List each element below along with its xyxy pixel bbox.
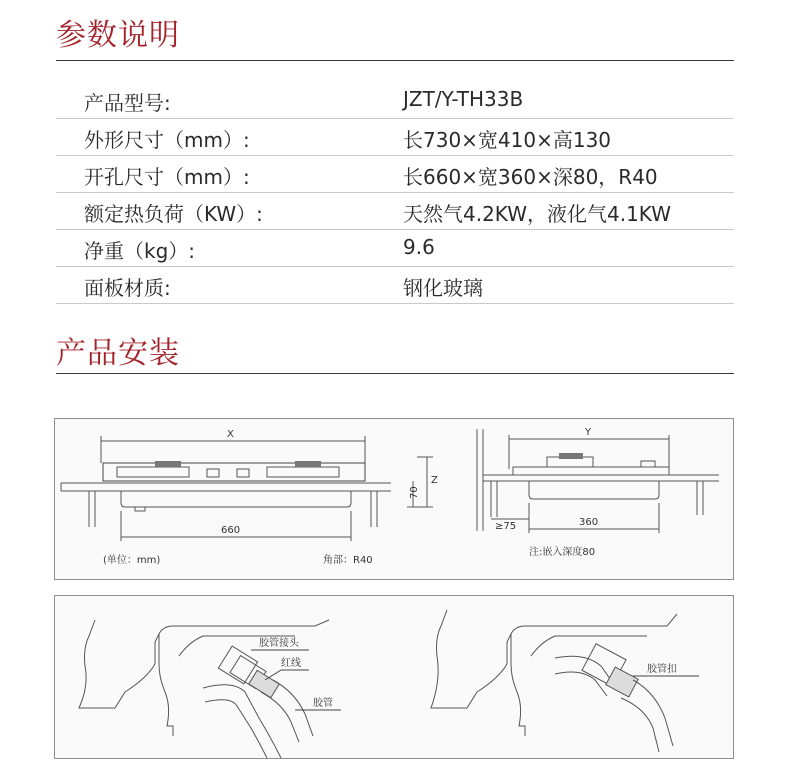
params-title: 参数说明 [56, 18, 180, 53]
x-dimension-label: X [227, 429, 234, 440]
hose-label: 胶管 [313, 698, 333, 709]
cutout-depth-360: 360 [579, 517, 599, 528]
red-line-label: 红线 [281, 658, 301, 669]
spec-value: JZT/Y-TH33B [403, 87, 524, 111]
spec-row-net-weight [56, 230, 734, 267]
spec-row-model [56, 82, 734, 119]
cutout-width-660: 660 [221, 525, 241, 536]
spec-row-outer-size [56, 119, 734, 156]
embed-depth-note: 注:嵌入深度80 [529, 547, 596, 558]
cutout-dimension-diagram [54, 418, 734, 580]
params-title-rule [56, 60, 734, 61]
spec-table [56, 82, 734, 304]
front-view [61, 429, 438, 566]
install-title-rule [56, 373, 734, 374]
spec-row-cutout-size [56, 156, 734, 193]
depth-70-label: 70 [409, 486, 420, 499]
spec-row-panel-material [56, 267, 734, 304]
side-view [477, 427, 719, 558]
spec-label: 面板材质: [84, 276, 171, 300]
spec-value: 长660×宽360×深80，R40 [403, 165, 658, 189]
spec-label: 开孔尺寸（mm）: [84, 165, 250, 189]
spec-value: 钢化玻璃 [403, 276, 483, 300]
spec-row-heat-load [56, 193, 734, 230]
spec-label: 额定热负荷（KW）: [84, 202, 263, 226]
corner-note: 角部：R40 [323, 555, 373, 566]
spec-label: 产品型号: [84, 91, 171, 115]
spec-value: 9.6 [403, 235, 435, 259]
spec-label: 净重（kg）: [84, 239, 196, 263]
y-dimension-label: Y [585, 427, 592, 438]
spec-value: 长730×宽410×高130 [403, 128, 612, 152]
install-title: 产品安装 [56, 336, 180, 371]
z-dimension-label: Z [431, 475, 438, 486]
hose-clamp-view [431, 610, 699, 752]
spec-label: 外形尺寸（mm）: [84, 128, 250, 152]
spec-value: 天然气4.2KW，液化气4.1KW [403, 202, 671, 226]
clearance-75-label: ≥75 [495, 521, 517, 532]
clamp-label: 胶管扣 [647, 664, 677, 675]
unit-note: (单位：mm) [103, 555, 161, 566]
hose-connector-view [79, 620, 341, 758]
connector-label: 胶管接头 [259, 638, 299, 649]
hose-connection-diagram [54, 595, 734, 759]
